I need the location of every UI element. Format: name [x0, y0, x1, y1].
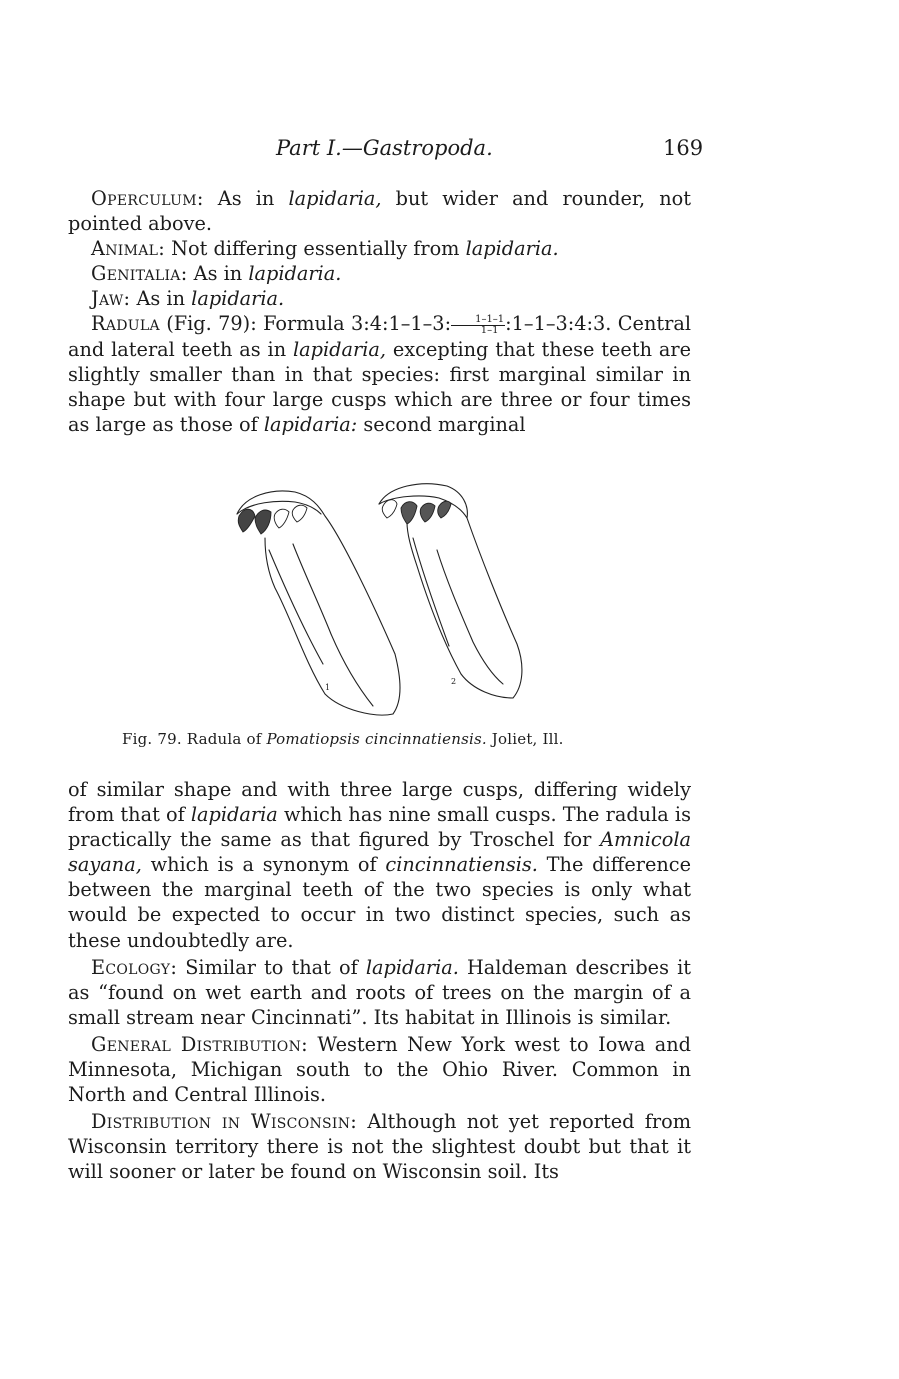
- tooth-2-cusp-3: [420, 503, 435, 522]
- lower-text-block: [68, 777, 691, 1185]
- tooth-1-cusp-2: [255, 510, 271, 534]
- wisconsin-distribution-paragraph: Distribution in Wisconsin: Although not yet reported from Wisconsin territory there is not the slightest doubt but that it will sooner or later be found on Wisconsin soil. Its: [68, 1110, 691, 1184]
- radula-paragraph: Radula (Fig. 79): Formula 3:4:1–1–3: $\frac{1-1-1}{1-1}$ :1–1–3:4:3. Central and lateral teeth as in lapidaria, excepting that these teeth are slightly smaller than in that species: first marginal similar in shape but with four large cusps which are three or four times as large as those of lapidaria: second marginal: [68, 312, 691, 436]
- tooth-2-cusp-4: [438, 501, 451, 518]
- running-title: Part I.—Gastropoda.: [276, 136, 493, 160]
- operculum-paragraph: Operculum: As in lapidaria, but wider and rounder, not pointed above.: [68, 187, 692, 236]
- wisconsin-distribution-label: Distribution in Wisconsin:: [91, 1110, 358, 1134]
- animal-label: Animal:: [91, 237, 166, 261]
- tooth-2-inner-line: [437, 550, 503, 684]
- animal-paragraph: Animal: Not differing essentially from lapidaria.: [91, 237, 559, 261]
- genitalia-paragraph: Genitalia: As in lapidaria.: [91, 262, 342, 286]
- general-distribution-paragraph: General Distribution: Western New York west to Iowa and Minnesota, Michigan south to the Ohio River. Common in North and Central Illinois.: [68, 1032, 691, 1107]
- ecology-paragraph: Ecology: Similar to that of lapidaria. Haldeman describes it as “found on wet earth and roots of trees on the margin of a small stream near Cincinnati”. Its habitat in Illinois is similar.: [68, 955, 691, 1029]
- upper-text-block: [68, 186, 691, 437]
- tooth-1-cusp-3: [274, 509, 289, 528]
- jaw-paragraph: Jaw: As in lapidaria.: [91, 287, 285, 311]
- tooth-1-label: 1: [325, 683, 331, 692]
- page-header: [0, 136, 899, 166]
- tooth-2-cusp-2: [401, 502, 417, 524]
- tooth-1-cusp-4: [292, 505, 307, 522]
- tooth-2-shaft-line: [413, 538, 449, 646]
- radula-figure: [225, 478, 535, 723]
- figure-caption: Fig. 79. Radula of Pomatiopsis cincinnatiensis. Joliet, Ill.: [122, 730, 564, 748]
- caption-species: Pomatiopsis cincinnatiensis.: [266, 730, 487, 748]
- page-number: 169: [663, 136, 704, 160]
- general-distribution-label: General Distribution:: [91, 1032, 308, 1056]
- genitalia-label: Genitalia:: [91, 262, 188, 286]
- radula-label: Radula: [91, 312, 160, 336]
- radula-continuation-paragraph: of similar shape and with three large cusps, differing widely from that of lapidaria which has nine small cusps. The radula is practically the same as that figured by Troschel for Amnicola sayana, which is a synonym of cincinnatiensis. The difference between the marginal teeth of the two species is only what would be expected to occur in two distinct species, such as these undoubtedly are.: [68, 778, 691, 952]
- jaw-label: Jaw:: [91, 287, 131, 311]
- ecology-label: Ecology:: [91, 955, 178, 979]
- tooth-1-cusp-1: [238, 509, 255, 532]
- tooth-2-cusp-1: [382, 500, 397, 518]
- radula-formula-fraction: $\frac{1-1-1}{1-1}$: [451, 315, 505, 336]
- tooth-1-shaft-line: [269, 550, 323, 664]
- tooth-1-inner-line: [293, 544, 373, 706]
- radula-teeth-illustration: [225, 478, 535, 723]
- tooth-2-label: 2: [451, 677, 457, 686]
- tooth-2-outline: [379, 484, 522, 698]
- operculum-label: Operculum:: [91, 187, 204, 210]
